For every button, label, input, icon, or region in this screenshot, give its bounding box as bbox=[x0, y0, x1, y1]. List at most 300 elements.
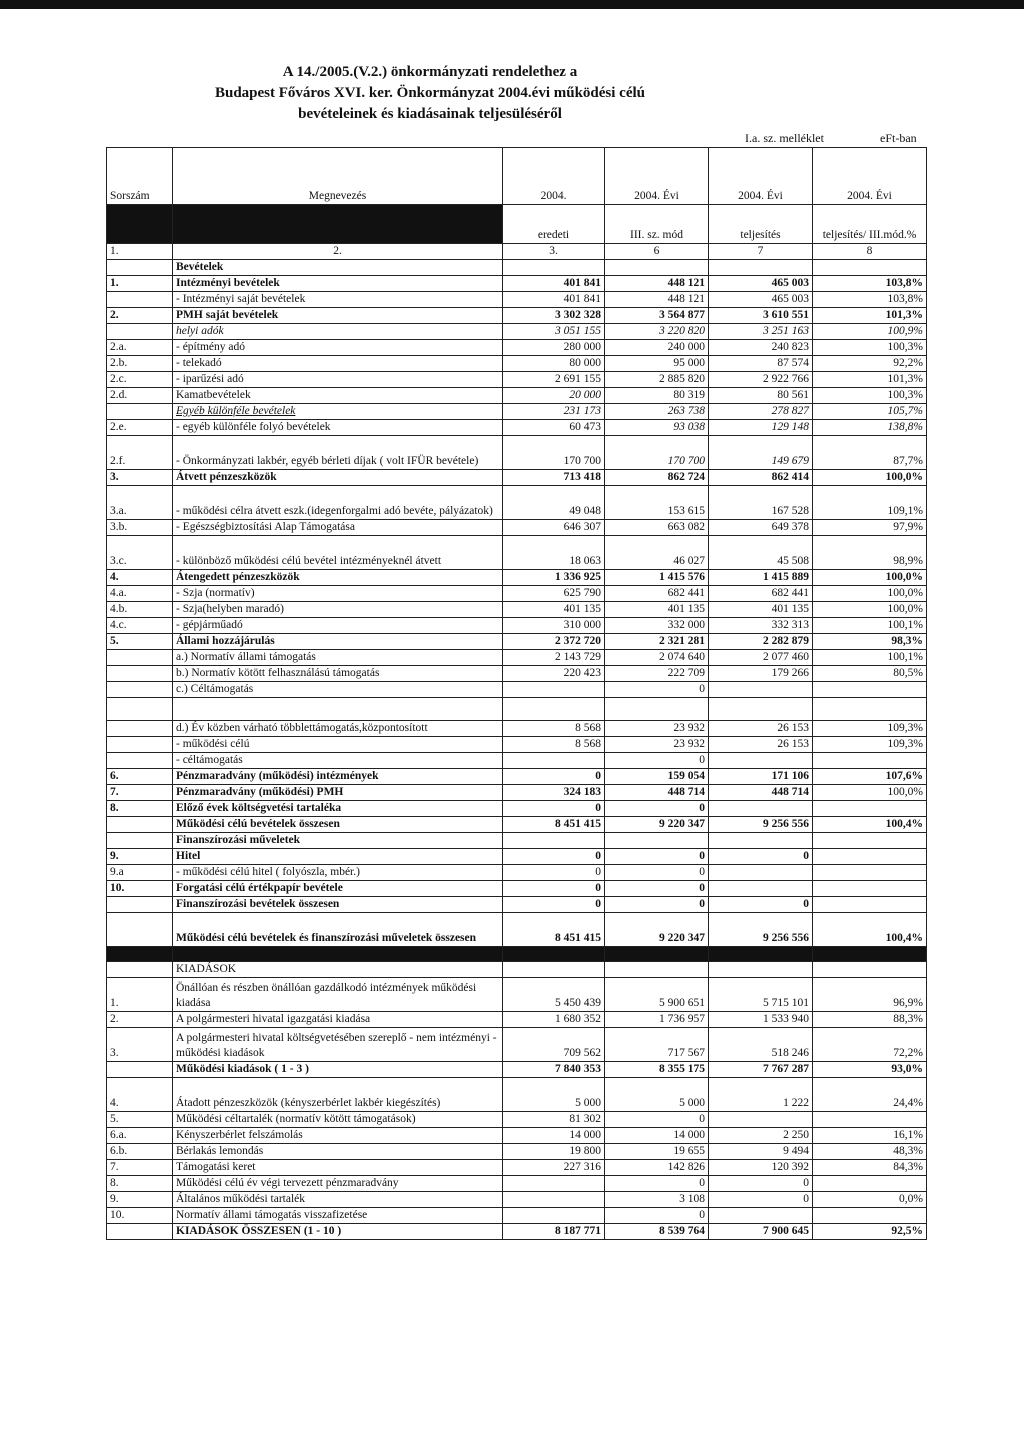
row-number: 9.a bbox=[107, 865, 173, 881]
row-label: Hitel bbox=[173, 849, 503, 865]
value-percent: 138,8% bbox=[813, 420, 927, 436]
income-row bbox=[107, 324, 927, 340]
value-percent bbox=[813, 698, 927, 721]
row-number: 3. bbox=[107, 1028, 173, 1062]
col-telj-top: 2004. Évi bbox=[709, 148, 813, 205]
value-percent bbox=[813, 881, 927, 897]
row-number bbox=[107, 292, 173, 308]
value-percent: 24,4% bbox=[813, 1078, 927, 1112]
value-teljesites: 171 106 bbox=[709, 769, 813, 785]
index-cell: 6 bbox=[605, 244, 709, 260]
value-teljesites: 2 077 460 bbox=[709, 650, 813, 666]
col-pct-top: 2004. Évi bbox=[813, 148, 927, 205]
row-label: Működési kiadások ( 1 - 3 ) bbox=[173, 1062, 503, 1078]
value-percent bbox=[813, 260, 927, 276]
value-modositott: 9 220 347 bbox=[605, 913, 709, 947]
row-label: - céltámogatás bbox=[173, 753, 503, 769]
value-percent: 80,5% bbox=[813, 666, 927, 682]
value-modositott: 93 038 bbox=[605, 420, 709, 436]
value-modositott: 5 900 651 bbox=[605, 978, 709, 1012]
value-eredeti bbox=[503, 753, 605, 769]
income-row bbox=[107, 785, 927, 801]
income-row bbox=[107, 486, 927, 520]
value-teljesites: 0 bbox=[709, 897, 813, 913]
value-teljesites bbox=[709, 698, 813, 721]
row-label: - működési célra átvett eszk.(idegenforgalmi adó bevéte, pályázatok) bbox=[173, 486, 503, 520]
value-percent bbox=[813, 865, 927, 881]
value-teljesites: 26 153 bbox=[709, 737, 813, 753]
value-teljesites: 80 561 bbox=[709, 388, 813, 404]
value-percent: 100,1% bbox=[813, 650, 927, 666]
value-teljesites bbox=[709, 682, 813, 698]
value-percent: 105,7% bbox=[813, 404, 927, 420]
value-eredeti bbox=[503, 833, 605, 849]
value-modositott: 0 bbox=[605, 1176, 709, 1192]
row-number: 2. bbox=[107, 308, 173, 324]
row-number bbox=[107, 650, 173, 666]
value-eredeti: 5 000 bbox=[503, 1078, 605, 1112]
value-modositott: 0 bbox=[605, 865, 709, 881]
value-modositott: 0 bbox=[605, 682, 709, 698]
value-teljesites: 2 282 879 bbox=[709, 634, 813, 650]
value-teljesites: 9 256 556 bbox=[709, 913, 813, 947]
value-modositott: 0 bbox=[605, 881, 709, 897]
row-number bbox=[107, 833, 173, 849]
value-eredeti: 0 bbox=[503, 849, 605, 865]
value-modositott: 1 415 576 bbox=[605, 570, 709, 586]
value-percent: 72,2% bbox=[813, 1028, 927, 1062]
value-modositott: 9 220 347 bbox=[605, 817, 709, 833]
value-percent: 100,0% bbox=[813, 470, 927, 486]
value-eredeti: 2 691 155 bbox=[503, 372, 605, 388]
value-modositott: 401 135 bbox=[605, 602, 709, 618]
header-black-cell bbox=[107, 205, 173, 244]
value-modositott: 14 000 bbox=[605, 1128, 709, 1144]
separator-cell bbox=[605, 947, 709, 962]
value-percent bbox=[813, 849, 927, 865]
row-number: 4. bbox=[107, 1078, 173, 1112]
row-label: - Egészségbiztosítási Alap Támogatása bbox=[173, 520, 503, 536]
value-teljesites: 149 679 bbox=[709, 436, 813, 470]
col-sorszam: Sorszám bbox=[107, 148, 173, 205]
value-teljesites: 3 610 551 bbox=[709, 308, 813, 324]
value-percent: 93,0% bbox=[813, 1062, 927, 1078]
income-row bbox=[107, 404, 927, 420]
value-eredeti: 49 048 bbox=[503, 486, 605, 520]
row-number: 4.b. bbox=[107, 602, 173, 618]
row-number bbox=[107, 721, 173, 737]
row-number: 10. bbox=[107, 1208, 173, 1224]
value-eredeti: 280 000 bbox=[503, 340, 605, 356]
row-number: 2.d. bbox=[107, 388, 173, 404]
value-eredeti: 18 063 bbox=[503, 536, 605, 570]
row-number: 2.c. bbox=[107, 372, 173, 388]
row-number: 5. bbox=[107, 634, 173, 650]
value-teljesites: 45 508 bbox=[709, 536, 813, 570]
value-eredeti: 401 841 bbox=[503, 292, 605, 308]
value-percent: 109,3% bbox=[813, 737, 927, 753]
value-eredeti: 19 800 bbox=[503, 1144, 605, 1160]
value-eredeti: 713 418 bbox=[503, 470, 605, 486]
value-percent: 107,6% bbox=[813, 769, 927, 785]
value-teljesites bbox=[709, 1112, 813, 1128]
row-number: 6.b. bbox=[107, 1144, 173, 1160]
value-percent: 100,3% bbox=[813, 388, 927, 404]
header-row-top bbox=[107, 148, 927, 205]
row-label: - működési célú hitel ( folyószla, mbér.) bbox=[173, 865, 503, 881]
value-eredeti bbox=[503, 1192, 605, 1208]
income-row bbox=[107, 570, 927, 586]
unit-label: eFt-ban bbox=[880, 131, 917, 145]
row-label: Forgatási célú értékpapír bevétele bbox=[173, 881, 503, 897]
value-modositott: 0 bbox=[605, 1112, 709, 1128]
income-row bbox=[107, 849, 927, 865]
row-number: 1. bbox=[107, 978, 173, 1012]
row-label: Támogatási keret bbox=[173, 1160, 503, 1176]
row-number: 8. bbox=[107, 801, 173, 817]
expense-row bbox=[107, 1112, 927, 1128]
value-percent bbox=[813, 1208, 927, 1224]
col-2004-top: 2004. bbox=[503, 148, 605, 205]
row-number: 4.a. bbox=[107, 586, 173, 602]
value-percent: 109,3% bbox=[813, 721, 927, 737]
value-percent: 100,4% bbox=[813, 817, 927, 833]
value-percent: 98,9% bbox=[813, 536, 927, 570]
value-teljesites: 5 715 101 bbox=[709, 978, 813, 1012]
value-teljesites: 2 922 766 bbox=[709, 372, 813, 388]
annex-label: I.a. sz. melléklet bbox=[745, 131, 824, 145]
value-eredeti: 0 bbox=[503, 865, 605, 881]
value-modositott: 8 355 175 bbox=[605, 1062, 709, 1078]
value-teljesites: 465 003 bbox=[709, 276, 813, 292]
value-eredeti: 0 bbox=[503, 897, 605, 913]
row-label: Bérlakás lemondás bbox=[173, 1144, 503, 1160]
row-number: 2.f. bbox=[107, 436, 173, 470]
row-label: - építmény adó bbox=[173, 340, 503, 356]
value-teljesites: 2 250 bbox=[709, 1128, 813, 1144]
expense-row bbox=[107, 1128, 927, 1144]
value-eredeti: 3 302 328 bbox=[503, 308, 605, 324]
value-teljesites bbox=[709, 260, 813, 276]
value-modositott: 663 082 bbox=[605, 520, 709, 536]
income-row bbox=[107, 356, 927, 372]
value-eredeti: 2 143 729 bbox=[503, 650, 605, 666]
income-row bbox=[107, 308, 927, 324]
row-number: 5. bbox=[107, 1112, 173, 1128]
value-eredeti: 81 302 bbox=[503, 1112, 605, 1128]
value-modositott: 153 615 bbox=[605, 486, 709, 520]
value-eredeti: 646 307 bbox=[503, 520, 605, 536]
value-eredeti: 7 840 353 bbox=[503, 1062, 605, 1078]
title-line-3: bevételeinek és kiadásainak teljesüléséről bbox=[298, 106, 562, 122]
value-modositott: 2 885 820 bbox=[605, 372, 709, 388]
value-eredeti: 0 bbox=[503, 801, 605, 817]
index-cell: 3. bbox=[503, 244, 605, 260]
row-label: Normatív állami támogatás visszafizetése bbox=[173, 1208, 503, 1224]
value-teljesites: 167 528 bbox=[709, 486, 813, 520]
row-label: - iparűzési adó bbox=[173, 372, 503, 388]
value-teljesites bbox=[709, 1208, 813, 1224]
value-modositott: 0 bbox=[605, 897, 709, 913]
value-modositott: 862 724 bbox=[605, 470, 709, 486]
col-pct-bottom: teljesítés/ III.mód.% bbox=[813, 205, 927, 244]
value-teljesites: 120 392 bbox=[709, 1160, 813, 1176]
value-percent bbox=[813, 1112, 927, 1128]
value-percent: 100,0% bbox=[813, 602, 927, 618]
row-number: 6.a. bbox=[107, 1128, 173, 1144]
value-modositott: 332 000 bbox=[605, 618, 709, 634]
expense-row bbox=[107, 1028, 927, 1062]
income-row bbox=[107, 881, 927, 897]
value-modositott: 8 539 764 bbox=[605, 1224, 709, 1240]
value-eredeti: 231 173 bbox=[503, 404, 605, 420]
value-percent: 84,3% bbox=[813, 1160, 927, 1176]
row-number bbox=[107, 698, 173, 721]
income-row bbox=[107, 388, 927, 404]
value-teljesites: 0 bbox=[709, 1176, 813, 1192]
value-percent: 101,3% bbox=[813, 308, 927, 324]
value-percent bbox=[813, 897, 927, 913]
income-row bbox=[107, 666, 927, 682]
value-eredeti bbox=[503, 260, 605, 276]
value-percent: 109,1% bbox=[813, 486, 927, 520]
row-label bbox=[173, 698, 503, 721]
value-percent: 88,3% bbox=[813, 1012, 927, 1028]
income-row bbox=[107, 520, 927, 536]
value-eredeti: 1 680 352 bbox=[503, 1012, 605, 1028]
value-percent: 97,9% bbox=[813, 520, 927, 536]
value-eredeti: 80 000 bbox=[503, 356, 605, 372]
row-number: 4. bbox=[107, 570, 173, 586]
value-eredeti: 0 bbox=[503, 881, 605, 897]
value-eredeti: 324 183 bbox=[503, 785, 605, 801]
expense-row bbox=[107, 1192, 927, 1208]
income-row bbox=[107, 292, 927, 308]
budget-table bbox=[106, 147, 927, 1240]
value-modositott: 682 441 bbox=[605, 586, 709, 602]
value-teljesites: 332 313 bbox=[709, 618, 813, 634]
row-label: Működési céltartalék (normatív kötött támogatások) bbox=[173, 1112, 503, 1128]
value-teljesites: 862 414 bbox=[709, 470, 813, 486]
row-label: KIADÁSOK bbox=[173, 962, 503, 978]
value-modositott: 80 319 bbox=[605, 388, 709, 404]
row-number: 4.c. bbox=[107, 618, 173, 634]
value-eredeti: 8 451 415 bbox=[503, 817, 605, 833]
value-eredeti: 5 450 439 bbox=[503, 978, 605, 1012]
expense-row bbox=[107, 1062, 927, 1078]
budget-table-wrapper bbox=[106, 147, 926, 1240]
col-eredeti: eredeti bbox=[503, 205, 605, 244]
income-row bbox=[107, 897, 927, 913]
row-label: KIADÁSOK ÖSSZESEN (1 - 10 ) bbox=[173, 1224, 503, 1240]
value-eredeti: 1 336 925 bbox=[503, 570, 605, 586]
value-modositott: 2 321 281 bbox=[605, 634, 709, 650]
col-mod-bottom: III. sz. mód bbox=[605, 205, 709, 244]
value-eredeti: 8 451 415 bbox=[503, 913, 605, 947]
value-modositott: 0 bbox=[605, 753, 709, 769]
row-label: Pénzmaradvány (működési) PMH bbox=[173, 785, 503, 801]
header-row-bottom bbox=[107, 205, 927, 244]
value-modositott: 3 564 877 bbox=[605, 308, 709, 324]
row-number bbox=[107, 682, 173, 698]
row-label: c.) Céltámogatás bbox=[173, 682, 503, 698]
value-modositott: 448 121 bbox=[605, 276, 709, 292]
income-row bbox=[107, 634, 927, 650]
index-cell: 7 bbox=[709, 244, 813, 260]
value-modositott: 142 826 bbox=[605, 1160, 709, 1176]
value-percent: 101,3% bbox=[813, 372, 927, 388]
value-eredeti: 170 700 bbox=[503, 436, 605, 470]
col-megnevezes: Megnevezés bbox=[173, 148, 503, 205]
income-row bbox=[107, 340, 927, 356]
row-number: 8. bbox=[107, 1176, 173, 1192]
value-modositott bbox=[605, 833, 709, 849]
value-teljesites: 9 256 556 bbox=[709, 817, 813, 833]
row-number: 2.a. bbox=[107, 340, 173, 356]
row-number: 1. bbox=[107, 276, 173, 292]
income-row bbox=[107, 602, 927, 618]
value-modositott: 0 bbox=[605, 1208, 709, 1224]
separator-cell bbox=[107, 947, 173, 962]
scan-border bbox=[0, 0, 1024, 9]
row-label: Pénzmaradvány (működési) intézmények bbox=[173, 769, 503, 785]
income-row bbox=[107, 618, 927, 634]
expense-row bbox=[107, 1012, 927, 1028]
income-row bbox=[107, 737, 927, 753]
table-body bbox=[107, 148, 927, 1240]
value-teljesites: 682 441 bbox=[709, 586, 813, 602]
income-row bbox=[107, 721, 927, 737]
row-label: - egyéb különféle folyó bevételek bbox=[173, 420, 503, 436]
income-row bbox=[107, 913, 927, 947]
value-eredeti: 709 562 bbox=[503, 1028, 605, 1062]
value-teljesites: 129 148 bbox=[709, 420, 813, 436]
value-modositott: 222 709 bbox=[605, 666, 709, 682]
row-label: - telekadó bbox=[173, 356, 503, 372]
row-label: Működési célú bevételek és finanszírozási műveletek összesen bbox=[173, 913, 503, 947]
index-cell: 8 bbox=[813, 244, 927, 260]
row-number bbox=[107, 666, 173, 682]
value-percent bbox=[813, 753, 927, 769]
value-percent: 0,0% bbox=[813, 1192, 927, 1208]
value-percent: 87,7% bbox=[813, 436, 927, 470]
value-percent: 103,8% bbox=[813, 292, 927, 308]
value-teljesites: 9 494 bbox=[709, 1144, 813, 1160]
value-eredeti: 310 000 bbox=[503, 618, 605, 634]
value-percent: 100,0% bbox=[813, 570, 927, 586]
value-percent: 98,3% bbox=[813, 634, 927, 650]
row-label: - működési célú bbox=[173, 737, 503, 753]
value-eredeti: 20 000 bbox=[503, 388, 605, 404]
value-eredeti: 401 135 bbox=[503, 602, 605, 618]
separator-cell bbox=[813, 947, 927, 962]
value-teljesites: 26 153 bbox=[709, 721, 813, 737]
value-eredeti bbox=[503, 1176, 605, 1192]
value-teljesites: 518 246 bbox=[709, 1028, 813, 1062]
row-label: A polgármesteri hivatal költségvetésében szereplő - nem intézményi - működési kiadások bbox=[173, 1028, 503, 1062]
row-number: 7. bbox=[107, 1160, 173, 1176]
value-modositott: 3 220 820 bbox=[605, 324, 709, 340]
row-number: 9. bbox=[107, 849, 173, 865]
value-eredeti: 8 568 bbox=[503, 721, 605, 737]
row-label: Átengedett pénzeszközök bbox=[173, 570, 503, 586]
value-eredeti: 2 372 720 bbox=[503, 634, 605, 650]
value-modositott bbox=[605, 698, 709, 721]
value-teljesites: 1 222 bbox=[709, 1078, 813, 1112]
row-number bbox=[107, 1062, 173, 1078]
income-row bbox=[107, 817, 927, 833]
row-number bbox=[107, 260, 173, 276]
value-modositott: 448 121 bbox=[605, 292, 709, 308]
value-modositott: 263 738 bbox=[605, 404, 709, 420]
col-telj-bottom: teljesítés bbox=[709, 205, 813, 244]
row-number: 3. bbox=[107, 470, 173, 486]
value-eredeti: 227 316 bbox=[503, 1160, 605, 1176]
income-row bbox=[107, 865, 927, 881]
row-number: 3.c. bbox=[107, 536, 173, 570]
row-label: Állami hozzájárulás bbox=[173, 634, 503, 650]
value-eredeti bbox=[503, 1208, 605, 1224]
row-label: Finanszírozási műveletek bbox=[173, 833, 503, 849]
row-number: 9. bbox=[107, 1192, 173, 1208]
title-line-1: A 14./2005.(V.2.) önkormányzati rendelethez a bbox=[282, 64, 578, 80]
value-eredeti: 8 187 771 bbox=[503, 1224, 605, 1240]
income-row bbox=[107, 801, 927, 817]
row-label: Kamatbevételek bbox=[173, 388, 503, 404]
row-number bbox=[107, 1224, 173, 1240]
income-row bbox=[107, 420, 927, 436]
value-percent: 100,0% bbox=[813, 586, 927, 602]
row-label: Működési célú bevételek összesen bbox=[173, 817, 503, 833]
expense-row bbox=[107, 1078, 927, 1112]
value-modositott: 95 000 bbox=[605, 356, 709, 372]
value-modositott: 19 655 bbox=[605, 1144, 709, 1160]
row-label: - Szja (normatív) bbox=[173, 586, 503, 602]
row-number bbox=[107, 962, 173, 978]
expense-row bbox=[107, 1208, 927, 1224]
value-teljesites: 465 003 bbox=[709, 292, 813, 308]
value-teljesites bbox=[709, 833, 813, 849]
value-teljesites: 1 533 940 bbox=[709, 1012, 813, 1028]
row-label: Előző évek költségvetési tartaléka bbox=[173, 801, 503, 817]
value-modositott: 1 736 957 bbox=[605, 1012, 709, 1028]
row-label: - különböző működési célú bevétel intézményeknél átvett bbox=[173, 536, 503, 570]
income-row bbox=[107, 586, 927, 602]
row-number: 7. bbox=[107, 785, 173, 801]
row-label: b.) Normatív kötött felhasználású támogatás bbox=[173, 666, 503, 682]
value-eredeti: 401 841 bbox=[503, 276, 605, 292]
index-cell: 1. bbox=[107, 244, 173, 260]
row-label: - Szja(helyben maradó) bbox=[173, 602, 503, 618]
value-teljesites: 3 251 163 bbox=[709, 324, 813, 340]
index-row bbox=[107, 244, 927, 260]
value-teljesites: 7 767 287 bbox=[709, 1062, 813, 1078]
value-percent bbox=[813, 833, 927, 849]
income-row bbox=[107, 470, 927, 486]
row-number bbox=[107, 324, 173, 340]
expense-row bbox=[107, 962, 927, 978]
value-percent: 100,0% bbox=[813, 785, 927, 801]
row-number: 3.a. bbox=[107, 486, 173, 520]
row-label: Önállóan és részben önállóan gazdálkodó intézmények működési kiadása bbox=[173, 978, 503, 1012]
value-percent bbox=[813, 682, 927, 698]
row-number bbox=[107, 897, 173, 913]
value-percent bbox=[813, 801, 927, 817]
row-number: 2.e. bbox=[107, 420, 173, 436]
value-modositott: 170 700 bbox=[605, 436, 709, 470]
row-number bbox=[107, 737, 173, 753]
row-number bbox=[107, 404, 173, 420]
